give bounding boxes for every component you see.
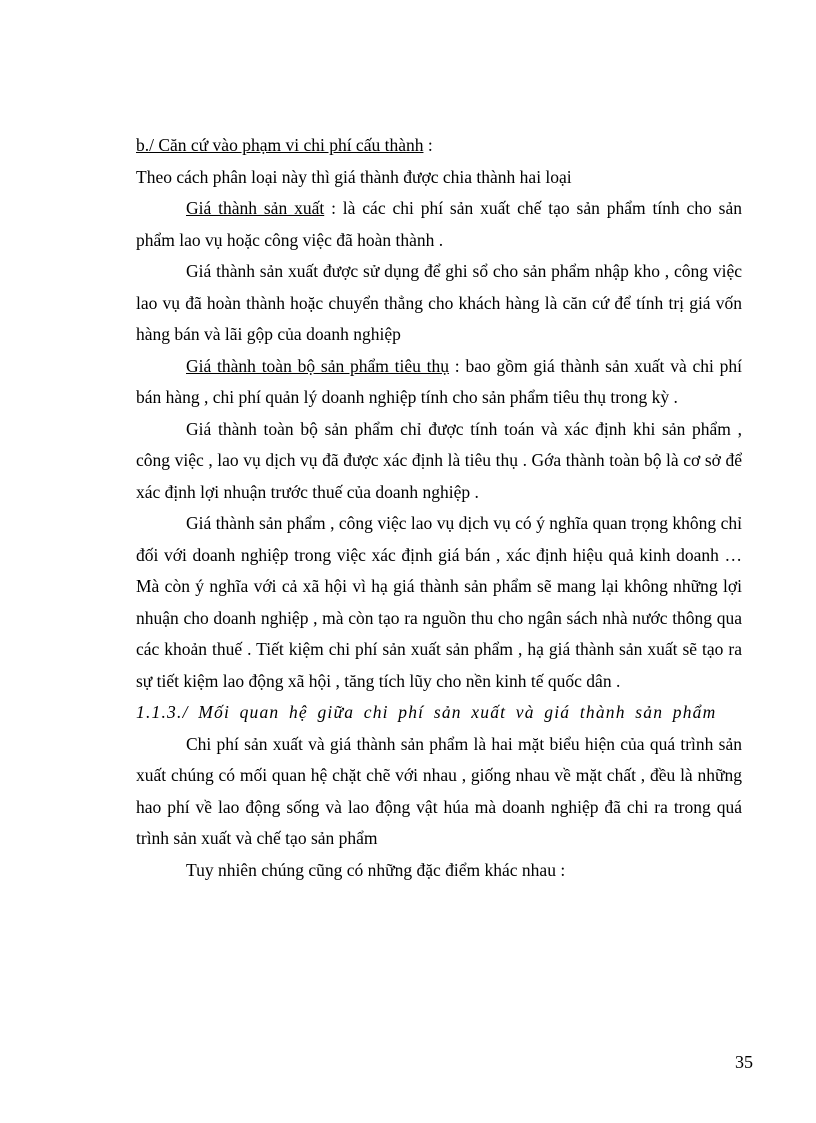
term-production-cost: Giá thành sản xuất (186, 198, 325, 218)
section-b-intro: Theo cách phân loại này thì giá thành được chia thành hai loại (136, 166, 572, 187)
definition-production-cost (136, 193, 742, 256)
section-b-title-suffix: : (423, 135, 433, 155)
paragraph-differences-intro: Tuy nhiên chúng cũng có những đặc điểm khác nhau : (186, 859, 566, 880)
paragraph-production-cost-usage: Giá thành sản xuất được sử dụng để ghi sổ cho sản phẩm nhập kho , công việc lao vụ đã hoàn thành hoặc chuyển thẳng cho khách hàng là căn cứ để tính trị giá vốn hàng bán và lãi gộp của doanh nghiệp (136, 261, 742, 344)
section-b-heading (136, 130, 742, 162)
paragraph-relationship: Chi phí sản xuất và giá thành sản phẩm là hai mặt biểu hiện của quá trình sản xuất chúng có mối quan hệ chặt chẽ với nhau , giống nhau về mặt chất , đều là những hao phí về lao động sống và lao động vật húa mà doanh nghiệp đã chi ra trong quá trình sản xuất và chế tạo sản phẩm (136, 733, 742, 848)
term-total-cost: Giá thành toàn bộ sản phẩm tiêu thụ (186, 355, 450, 376)
body-text (136, 130, 742, 886)
paragraph-total-cost-usage: Giá thành toàn bộ sản phẩm chỉ được tính toán và xác định khi sản phẩm , công việc , lao vụ dịch vụ đã được xác định là tiêu thụ . Gớa thành toàn bộ là cơ sở để xác định lợi nhuận trước thuế của doanh nghiệp . (136, 418, 742, 502)
definition-production-cost-text: : là các chi phí sản xuất chế tạo sản phẩm tính cho sản phẩm lao vụ hoặc công việc đã hoàn thành . (136, 198, 742, 250)
section-b-title: b./ Căn cứ vào phạm vi chi phí cấu thành (136, 135, 424, 155)
definition-total-cost (136, 351, 742, 414)
page-number: 35 (735, 1052, 753, 1072)
paragraph-cost-significance: Giá thành sản phẩm , công việc lao vụ dịch vụ có ý nghĩa quan trọng không chỉ đối với doanh nghiệp trong việc xác định giá bán , xác định hiệu quả kinh doanh … Mà còn ý nghĩa với cả xã hội vì hạ giá thành sản phẩm sẽ mang lại không những lợi nhuận cho doanh nghiệp , mà còn tạo ra nguồn thu cho ngân sách nhà nước thông qua các khoản thuế . Tiết kiệm chi phí sản xuất sản phẩm , hạ giá thành sản xuất sẽ tạo ra sự tiết kiệm lao động xã hội , tăng tích lũy cho nền kinh tế quốc dân . (136, 513, 742, 691)
definition-total-cost-text: : bao gồm giá thành sản xuất và chi phí bán hàng , chi phí quản lý doanh nghiệp tính cho sản phẩm tiêu thụ trong kỳ . (136, 355, 743, 407)
section-113-heading: 1.1.3./ Mối quan hệ giữa chi phí sản xuất và giá thành sản phẩm (136, 702, 717, 722)
